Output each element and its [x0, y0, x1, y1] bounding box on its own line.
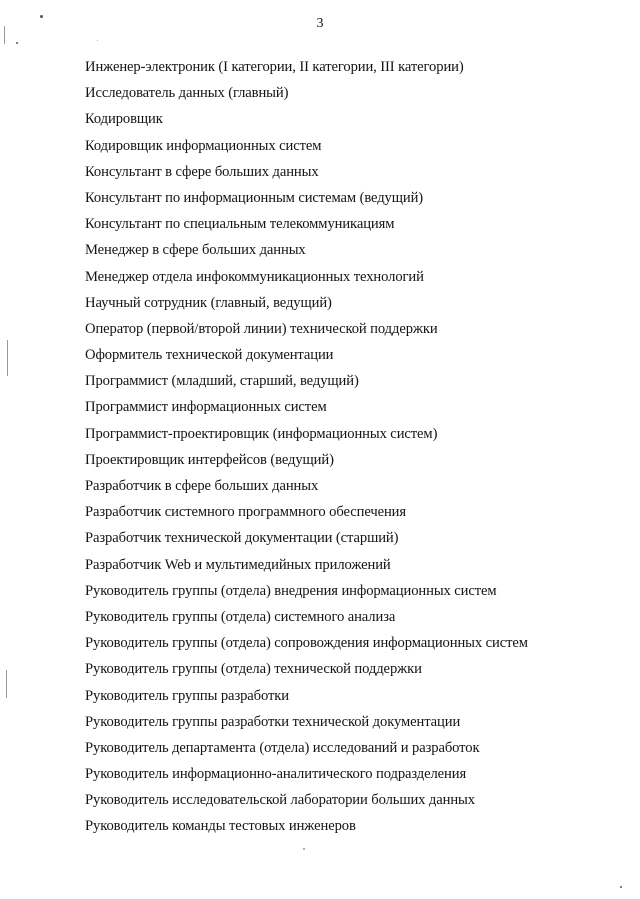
list-item: Оператор (первой/второй линии) технической поддержки: [85, 320, 438, 337]
list-item: Консультант по информационным системам (ведущий): [85, 189, 424, 206]
scan-speck: [303, 848, 305, 850]
list-item: Менеджер отдела инфокоммуникационных технологий: [85, 268, 424, 285]
scan-edge-line: [7, 340, 8, 376]
list-item: Научный сотрудник (главный, ведущий): [85, 294, 332, 311]
list-item: Руководитель группы разработки: [85, 687, 289, 704]
list-item: Руководитель группы (отдела) внедрения информационных систем: [85, 582, 497, 599]
list-item: Оформитель технической документации: [85, 347, 334, 364]
list-item: Менеджер в сфере больших данных: [85, 242, 306, 259]
list-item: Программист (младший, старший, ведущий): [85, 373, 359, 390]
list-item: Руководитель группы (отдела) технической поддержки: [85, 661, 422, 678]
list-item: Разработчик технической документации (старший): [85, 530, 399, 547]
list-item: Проектировщик интерфейсов (ведущий): [85, 451, 334, 468]
page-number: 3: [316, 16, 324, 31]
list-item: Программист-проектировщик (информационных систем): [85, 425, 438, 442]
list-item: Инженер-электроник (I категории, II категории, III категории): [85, 59, 464, 75]
scan-speck: [16, 42, 18, 44]
list-item: Исследователь данных (главный): [85, 85, 289, 102]
scan-speck: [97, 40, 98, 41]
list-item: Кодировщик: [85, 111, 163, 128]
scan-speck: [40, 15, 43, 18]
scan-edge-line: [4, 26, 5, 44]
job-title-list: [85, 57, 528, 843]
list-item: Руководитель исследовательской лаборатории больших данных: [85, 792, 475, 809]
list-item: Разработчик Web и мультимедийных приложений: [85, 556, 391, 573]
list-item: Разработчик в сфере больших данных: [85, 478, 319, 494]
scan-speck: [620, 886, 622, 888]
list-item: Консультант по специальным телекоммуникациям: [85, 216, 395, 233]
list-item: Консультант в сфере больших данных: [85, 163, 319, 180]
list-item: Программист информационных систем: [85, 399, 327, 416]
list-item: Руководитель группы разработки технической документации: [85, 713, 461, 730]
list-item: Руководитель информационно-аналитического подразделения: [85, 766, 467, 783]
list-item: Руководитель департамента (отдела) исследований и разработок: [85, 739, 480, 756]
list-item: Кодировщик информационных систем: [85, 137, 322, 154]
list-item: Руководитель группы (отдела) системного анализа: [85, 608, 396, 625]
scan-edge-line: [6, 670, 7, 698]
list-item: Руководитель группы (отдела) сопровождения информационных систем: [85, 635, 528, 652]
list-item: Разработчик системного программного обеспечения: [85, 504, 406, 521]
list-item: Руководитель команды тестовых инженеров: [85, 818, 356, 835]
